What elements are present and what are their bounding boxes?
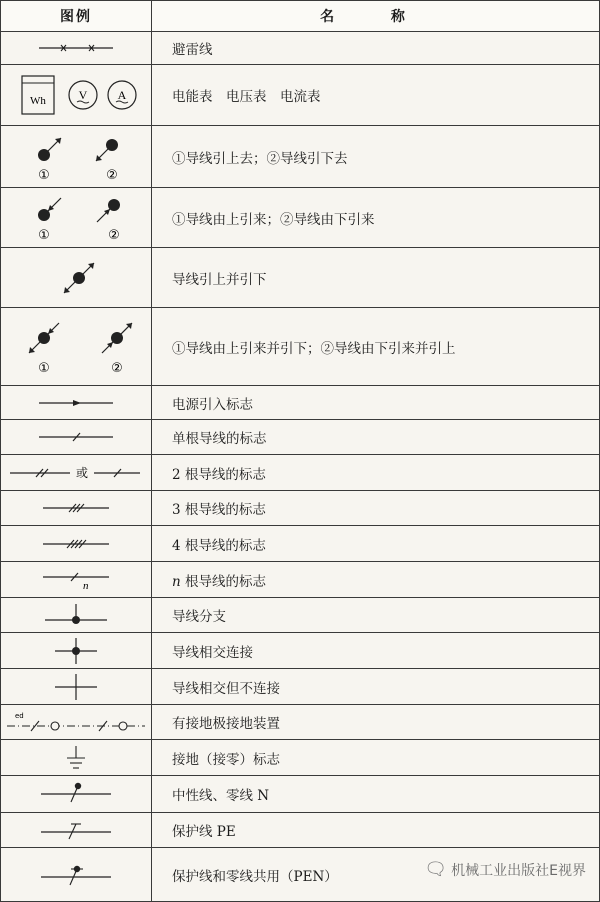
symbol-cell (1, 526, 152, 562)
neutral-line-symbol (31, 780, 121, 808)
symbol-cell (1, 32, 152, 65)
table-row (1, 455, 600, 491)
table-row (1, 705, 600, 740)
four-wire-symbol (31, 537, 121, 551)
row-name: 导线相交连接 (152, 633, 600, 669)
meter-wh-label: Wh (30, 95, 46, 107)
row-name: 保护线和零线共用（PEN） (152, 848, 600, 902)
pen-line-symbol (31, 858, 121, 892)
row-name: ①导线由上引来并引下；②导线由下引来并引上 (152, 308, 600, 386)
earth-electrode-symbol (3, 709, 149, 735)
symbol-cell (1, 386, 152, 420)
ed-label: ed (15, 712, 24, 720)
row-name: ①导线引上去；②导线引下去 (152, 126, 600, 188)
label-1: ① (38, 167, 50, 183)
label-1: ① (38, 227, 50, 243)
lightning-line-symbol (31, 41, 121, 55)
symbol-cell (1, 126, 152, 188)
table-row (1, 776, 600, 813)
watermark (424, 859, 586, 880)
row-name: 2 根导线的标志 (152, 455, 600, 491)
ground-symbol (31, 744, 121, 772)
row-name: 保护线 PE (152, 813, 600, 848)
symbol-cell (1, 248, 152, 308)
row-name: 单根导线的标志 (152, 420, 600, 455)
table-row (1, 669, 600, 705)
row-name: ①导线由上引来；②导线由下引来 (152, 188, 600, 248)
symbol-cell (1, 813, 152, 848)
symbol-cell (1, 848, 152, 902)
header-name: 名 称 (152, 1, 600, 32)
lead-up-and-down-symbol (6, 253, 146, 303)
table-row (1, 65, 600, 126)
row-name (152, 562, 600, 598)
meter-symbols (6, 70, 146, 120)
row-name: 中性线、零线 N (152, 776, 600, 813)
row-name: 接地（接零）标志 (152, 740, 600, 776)
lead-up-down-symbol (6, 129, 146, 185)
table-row (1, 420, 600, 455)
row-name: 导线分支 (152, 598, 600, 633)
table-row (1, 562, 600, 598)
row-name: 3 根导线的标志 (152, 491, 600, 526)
watermark-text: 机械工业出版社E视界 (451, 862, 586, 879)
lead-from-symbol (6, 191, 146, 245)
row-name: 电源引入标志 (152, 386, 600, 420)
row-name: 避雷线 (152, 32, 600, 65)
symbol-cell (1, 669, 152, 705)
symbol-cell (1, 188, 152, 248)
row-name: 4 根导线的标志 (152, 526, 600, 562)
table-row (1, 598, 600, 633)
meter-v-label: V (78, 88, 88, 102)
symbol-cell (1, 65, 152, 126)
symbol-cell (1, 705, 152, 740)
n-label: n (83, 579, 89, 591)
three-wire-symbol (31, 501, 121, 515)
row-name: 电能表 电压表 电流表 (152, 65, 600, 126)
n-wire-symbol (31, 569, 121, 591)
wire-cross-connected-symbol (31, 637, 121, 665)
table-row (1, 526, 600, 562)
symbol-cell (1, 740, 152, 776)
symbol-cell (1, 308, 152, 386)
two-wire-symbol (6, 465, 146, 481)
label-2: ② (106, 167, 118, 183)
symbol-cell (1, 776, 152, 813)
symbol-cell (1, 562, 152, 598)
label-2: ② (108, 227, 120, 243)
label-1: ① (38, 360, 50, 376)
wire-branch-symbol (31, 602, 121, 628)
row-name: 有接地极接地装置 (152, 705, 600, 740)
row-name-text: 根导线的标志 (180, 573, 266, 590)
table-row (1, 633, 600, 669)
table-row (1, 308, 600, 386)
symbol-cell (1, 598, 152, 633)
symbol-cell (1, 455, 152, 491)
power-entry-symbol (31, 396, 121, 410)
protective-line-symbol (31, 816, 121, 844)
row-name: 导线相交但不连接 (152, 669, 600, 705)
or-label: 或 (75, 465, 89, 480)
wechat-icon: 🗨 (424, 859, 448, 880)
table-row (1, 188, 600, 248)
meter-a-label: A (117, 88, 127, 102)
label-2: ② (111, 360, 123, 376)
table-row (1, 813, 600, 848)
header-row (1, 1, 600, 32)
lead-through-symbol (6, 314, 146, 380)
symbol-cell (1, 633, 152, 669)
row-name: 导线引上并引下 (152, 248, 600, 308)
table-row (1, 386, 600, 420)
header-symbol: 图例 (1, 1, 152, 32)
table-row (1, 32, 600, 65)
symbol-cell (1, 420, 152, 455)
table-row (1, 740, 600, 776)
wire-cross-symbol (31, 673, 121, 701)
single-wire-symbol (31, 430, 121, 444)
n-prefix: n (172, 573, 181, 590)
table-row (1, 491, 600, 526)
symbol-cell (1, 491, 152, 526)
table-row (1, 126, 600, 188)
table-row (1, 248, 600, 308)
